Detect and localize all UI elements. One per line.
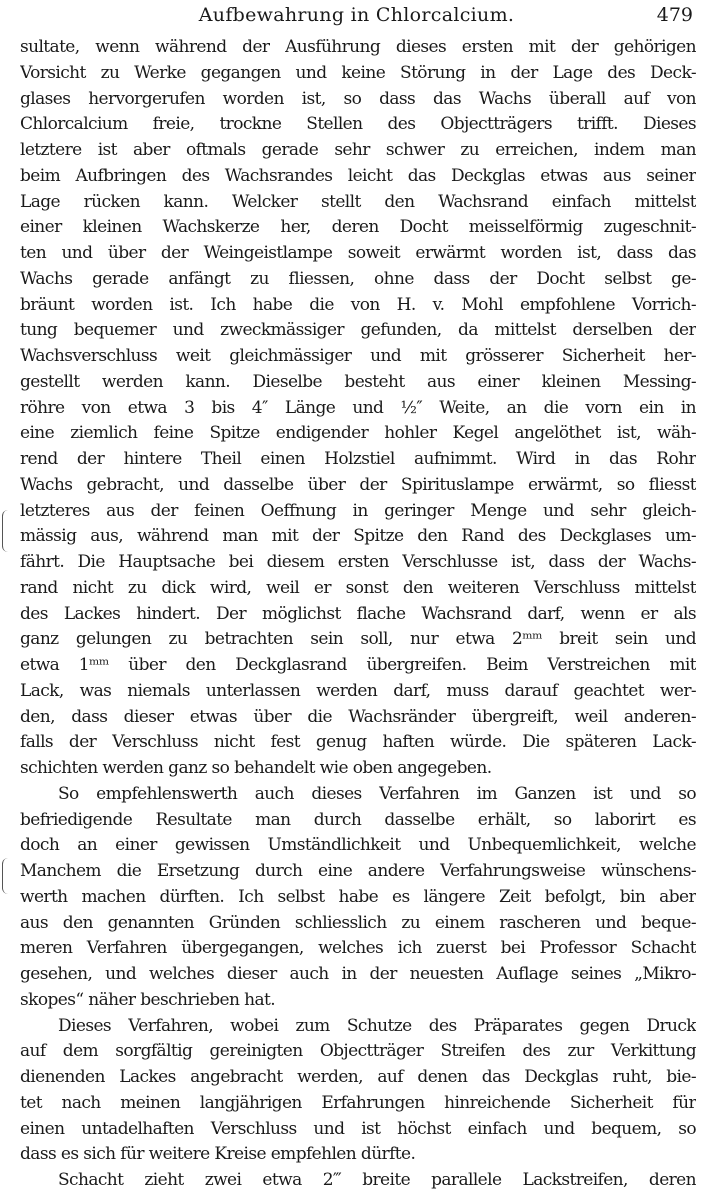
text-line: tet nach meinen langjährigen Erfahrungen hinreichende Sicherheit für [20,1092,696,1113]
text-line: falls der Verschluss nicht fest genug haften würde. Die späteren Lack- [20,732,696,753]
text-line: des Lackes hindert. Der möglichst flache Wachsrand darf, wenn er als [20,603,696,624]
text-line: meren Verfahren übergegangen, welches ich zuerst bei Professor Schacht [20,938,696,959]
text-line: Manchem die Ersetzung durch eine andere Verfahrungsweise wünschens- [20,861,696,881]
text-line: Schacht zieht zwei etwa 2‴ breite parallele Lackstreifen, deren [58,1170,696,1190]
margin-bracket-mark [2,858,9,894]
text-line: letzteres aus der feinen Oeffnung in geringer Menge und sehr gleich- [20,500,696,521]
text-line: Wachsverschluss weit gleichmässiger und mit grösserer Sicherheit her- [20,346,696,366]
text-line: glases hervorgerufen worden ist, so dass das Wachs überall auf von [20,88,696,109]
text-line: letztere ist aber oftmals gerade sehr schwer zu erreichen, indem man [20,140,696,160]
text-line: ganz gelungen zu betrachten sein soll, nur etwa 2ᵐᵐ breit sein und [20,629,696,650]
body-text [20,35,696,1194]
text-line: aus den genannten Gründen schliesslich zu einem rascheren und beque- [20,912,696,933]
text-line: ten und über der Weingeistlampe soweit erwärmt worden ist, dass das [20,243,696,263]
text-line: bräunt worden ist. Ich habe die von H. v. Mohl empfohlene Vorrich- [20,294,696,315]
text-line: doch an einer gewissen Umständlichkeit und Unbequemlichkeit, welche [20,835,696,856]
text-line: etwa 1ᵐᵐ über den Deckglasrand übergreifen. Beim Verstreichen mit [20,655,696,675]
text-line: skopes“ näher beschrieben hat. [20,989,276,1010]
text-line: Dieses Verfahren, wobei zum Schutze des Präparates gegen Druck [58,1015,696,1036]
text-line: dass es sich für weitere Kreise empfehlen dürfte. [20,1144,416,1165]
text-line: schichten werden ganz so behandelt wie oben angegeben. [20,758,492,778]
text-line: eine ziemlich feine Spitze endigender hohler Kegel angelöthet ist, wäh- [20,423,696,444]
text-line: werth machen dürften. Ich selbst habe es längere Zeit befolgt, bin aber [20,886,696,907]
margin-bracket-mark [2,510,9,552]
text-line: Wachs gebracht, und dasselbe über der Spirituslampe erwärmt, so fliesst [20,474,696,495]
running-title: Aufbewahrung in Chlorcalcium. [198,4,515,26]
text-line: sultate, wenn während der Ausführung dieses ersten mit der gehörigen [20,37,696,57]
text-line: Wachs gerade anfängt zu fliessen, ohne dass der Docht selbst ge- [20,268,696,289]
text-line: dienenden Lackes angebracht werden, auf denen das Deckglas ruht, bie- [20,1067,696,1087]
running-head [20,2,693,28]
text-line: einer kleinen Wachskerze her, deren Docht meisselförmig zugeschnit- [20,217,696,238]
text-line: Chlorcalcium freie, trockne Stellen des Objectträgers trifft. Dieses [20,114,696,135]
text-line: Vorsicht zu Werke gegangen und keine Störung in der Lage des Deck- [20,62,696,83]
text-line: beim Aufbringen des Wachsrandes leicht das Deckglas etwas aus seiner [20,165,696,186]
text-line: gesehen, und welches dieser auch in der neuesten Auflage seines „Mikro- [20,964,696,984]
text-line: mässig aus, während man mit der Spitze den Rand des Deckglases um- [20,526,696,547]
text-line: befriedigende Resultate man durch dasselbe erhält, so laborirt es [20,809,696,830]
text-line: Lack, was niemals unterlassen werden darf, muss darauf geachtet wer- [20,680,696,701]
text-line: rend der hintere Theil einen Holzstiel aufnimmt. Wird in das Rohr [20,449,696,469]
text-line: den, dass dieser etwas über die Wachsränder übergreift, weil anderen- [20,706,696,727]
text-line: tung bequemer und zweckmässiger gefunden, da mittelst derselben der [20,320,696,341]
text-line: rand nicht zu dick wird, weil er sonst den weiteren Verschluss mittelst [20,577,696,598]
text-line: einen untadelhaften Verschluss und ist höchst einfach und bequem, so [20,1118,696,1139]
text-line: So empfehlenswerth auch dieses Verfahren im Ganzen ist und so [58,783,696,804]
text-line: fährt. Die Hauptsache bei diesem ersten Verschlusse ist, dass der Wachs- [20,552,696,572]
page-number: 479 [656,4,693,26]
text-line: gestellt werden kann. Dieselbe besteht aus einer kleinen Messing- [20,371,696,392]
text-line: Lage rücken kann. Welcker stellt den Wachsrand einfach mittelst [20,191,696,212]
text-line: röhre von etwa 3 bis 4″ Länge und ½″ Weite, an die vorn ein in [20,397,696,418]
text-line: auf dem sorgfältig gereinigten Objectträger Streifen des zur Verkittung [20,1041,696,1062]
